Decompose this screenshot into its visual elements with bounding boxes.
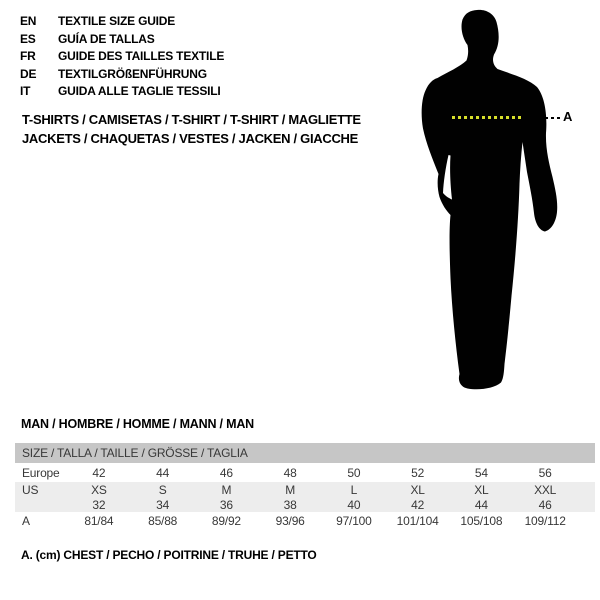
chest-measure-label: A xyxy=(563,109,573,124)
language-row-es xyxy=(20,31,224,49)
language-row-de xyxy=(20,66,224,84)
table-cell: 36 xyxy=(219,497,233,512)
table-cell: 101/104 xyxy=(396,514,439,528)
language-list xyxy=(20,13,224,101)
table-cell: XL xyxy=(474,482,489,497)
table-cell: 38 xyxy=(283,497,297,512)
table-cell: S xyxy=(158,482,167,497)
language-code: FR xyxy=(20,49,36,63)
table-cell: 42 xyxy=(92,465,106,480)
table-cell: 56 xyxy=(538,465,552,480)
measurement-footnote: A. (cm) CHEST / PECHO / POITRINE / TRUHE / PETTO xyxy=(21,548,317,562)
table-cell: 109/112 xyxy=(524,514,566,528)
language-code: ES xyxy=(20,31,36,46)
table-row-europe xyxy=(15,463,595,482)
language-code: EN xyxy=(20,14,37,28)
table-cell: 97/100 xyxy=(336,514,372,528)
man-silhouette-path xyxy=(422,10,558,389)
language-label: TEXTILE SIZE GUIDE xyxy=(58,14,176,28)
table-cell: 34 xyxy=(156,497,170,512)
table-cell: 40 xyxy=(347,497,361,512)
table-cell: L xyxy=(350,482,358,497)
table-cell: 89/92 xyxy=(211,514,241,528)
table-cell: 52 xyxy=(411,465,425,480)
language-row-fr xyxy=(20,48,224,66)
table-row-us-numeric xyxy=(15,497,595,512)
man-silhouette-figure xyxy=(416,8,562,392)
table-cell: 105/108 xyxy=(460,514,503,528)
table-cell: M xyxy=(221,482,232,497)
table-cell: 46 xyxy=(538,497,552,512)
section-title-man: MAN / HOMBRE / HOMME / MANN / MAN xyxy=(21,417,254,431)
language-label: GUIDE DES TAILLES TEXTILE xyxy=(58,49,225,63)
language-label: GUÍA DE TALLAS xyxy=(58,31,155,46)
table-cell: XXL xyxy=(534,482,557,497)
table-cell: 93/96 xyxy=(275,514,305,528)
table-cell: 85/88 xyxy=(148,514,178,528)
row-label: US xyxy=(22,482,39,497)
row-label: Europe xyxy=(22,465,60,480)
language-row-it xyxy=(20,83,224,101)
table-cell: 42 xyxy=(411,497,425,512)
size-table xyxy=(15,443,595,530)
language-row-en xyxy=(20,13,224,31)
category-list xyxy=(22,110,361,148)
size-table-header: SIZE / TALLA / TAILLE / GRÖSSE / TAGLIA xyxy=(15,443,595,463)
table-cell: XS xyxy=(91,482,107,497)
table-cell: M xyxy=(285,482,296,497)
category-tshirts: T-SHIRTS / CAMISETAS / T-SHIRT / T-SHIRT / MAGLIETTE xyxy=(22,112,361,127)
chest-measure-dashes-yellow xyxy=(452,116,522,119)
table-cell: 32 xyxy=(92,497,106,512)
language-code: DE xyxy=(20,66,37,81)
language-label: TEXTILGRÖßENFÜHRUNG xyxy=(58,66,207,81)
language-label: GUIDA ALLE TAGLIE TESSILI xyxy=(58,84,221,98)
chest-measure-dashes-black xyxy=(545,117,561,119)
table-cell: 81/84 xyxy=(84,514,114,528)
us-rows-band xyxy=(15,482,595,512)
row-label: A xyxy=(22,514,30,528)
table-cell: 46 xyxy=(219,465,233,480)
table-cell: 54 xyxy=(474,465,488,480)
table-cell: 50 xyxy=(347,465,361,480)
table-row-us xyxy=(15,482,595,497)
category-jackets: JACKETS / CHAQUETAS / VESTES / JACKEN / GIACCHE xyxy=(22,131,358,146)
table-cell: XL xyxy=(410,482,425,497)
table-cell: 48 xyxy=(283,465,297,480)
table-cell: 44 xyxy=(474,497,488,512)
table-cell: 44 xyxy=(156,465,170,480)
language-code: IT xyxy=(20,84,31,98)
table-row-chest-a xyxy=(15,512,595,530)
